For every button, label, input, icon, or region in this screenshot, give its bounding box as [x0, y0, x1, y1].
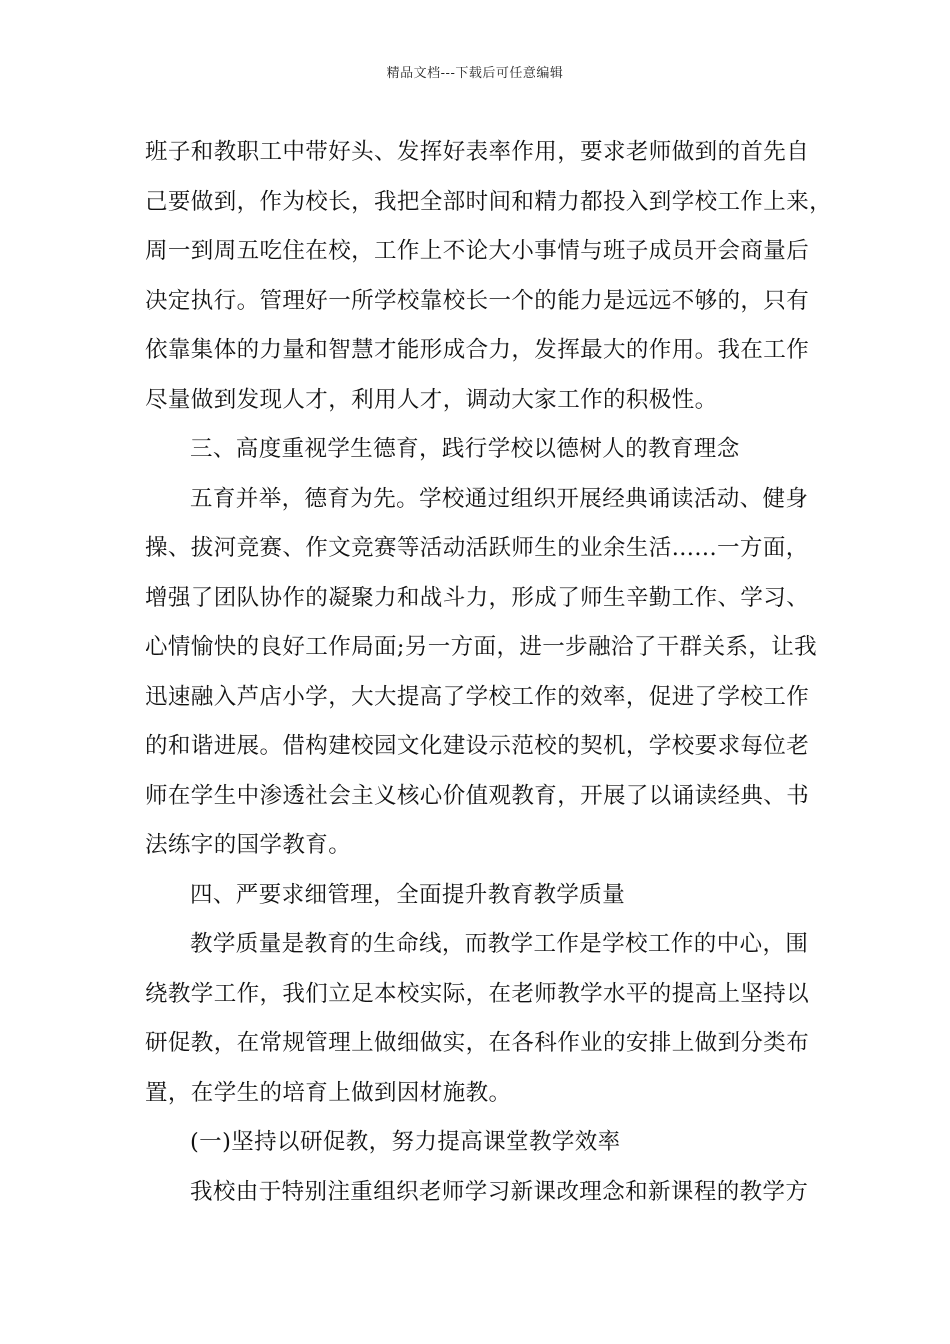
paragraph-line: 己要做到，作为校长，我把全部时间和精力都投入到学校工作上来，	[145, 188, 833, 215]
page-header: 精品文档---下载后可任意编辑	[386, 66, 564, 81]
paragraph-line: 依靠集体的力量和智慧才能形成合力，发挥最大的作用。我在工作	[145, 337, 810, 363]
paragraph-line: 的和谐进展。借构建校园文化建设示范校的契机，学校要求每位老	[145, 733, 810, 759]
paragraph-line: 我校由于特别注重组织老师学习新课改理念和新课程的教学方	[190, 1178, 809, 1205]
paragraph-line: 师在学生中渗透社会主义核心价值观教育，开展了以诵读经典、书	[145, 782, 810, 809]
paragraph-line: 操、拔河竞赛、作文竞赛等活动活跃师生的业余生活......一方面，	[145, 535, 809, 561]
subsection-heading: (一)坚持以研促教，努力提高课堂教学效率	[190, 1129, 621, 1155]
paragraph-line: 决定执行。管理好一所学校靠校长一个的能力是远远不够的，只有	[145, 287, 810, 314]
paragraph-line: 五育并举，德育为先。学校通过组织开展经典诵读活动、健身	[190, 485, 809, 512]
section-heading: 四、严要求细管理，全面提升教育教学质量	[190, 881, 626, 908]
paragraph-line: 增强了团队协作的凝聚力和战斗力，形成了师生辛勤工作、学习、	[145, 584, 810, 611]
section-heading: 三、高度重视学生德育，践行学校以德树人的教育理念	[190, 436, 740, 462]
paragraph-line: 教学质量是教育的生命线，而教学工作是学校工作的中心，围	[190, 931, 809, 957]
paragraph-line: 班子和教职工中带好头、发挥好表率作用，要求老师做到的首先自	[145, 139, 810, 165]
paragraph-line: 尽量做到发现人才，利用人才，调动大家工作的积极性。	[145, 386, 718, 413]
paragraph-line: 研促教，在常规管理上做细做实，在各科作业的安排上做到分类布	[145, 1030, 810, 1056]
document-body	[145, 128, 833, 1217]
paragraph-line: 法练字的国学教育。	[145, 832, 352, 858]
paragraph-line: 迅速融入芦店小学，大大提高了学校工作的效率，促进了学校工作	[145, 683, 810, 710]
paragraph-line: 绕教学工作，我们立足本校实际，在老师教学水平的提高上坚持以	[145, 980, 810, 1007]
paragraph-line: 周一到周五吃住在校，工作上不论大小事情与班子成员开会商量后	[145, 238, 810, 264]
paragraph-line: 心情愉快的良好工作局面;另一方面，进一步融洽了干群关系，让我	[145, 634, 818, 660]
paragraph-line: 置，在学生的培育上做到因材施教。	[145, 1079, 512, 1106]
